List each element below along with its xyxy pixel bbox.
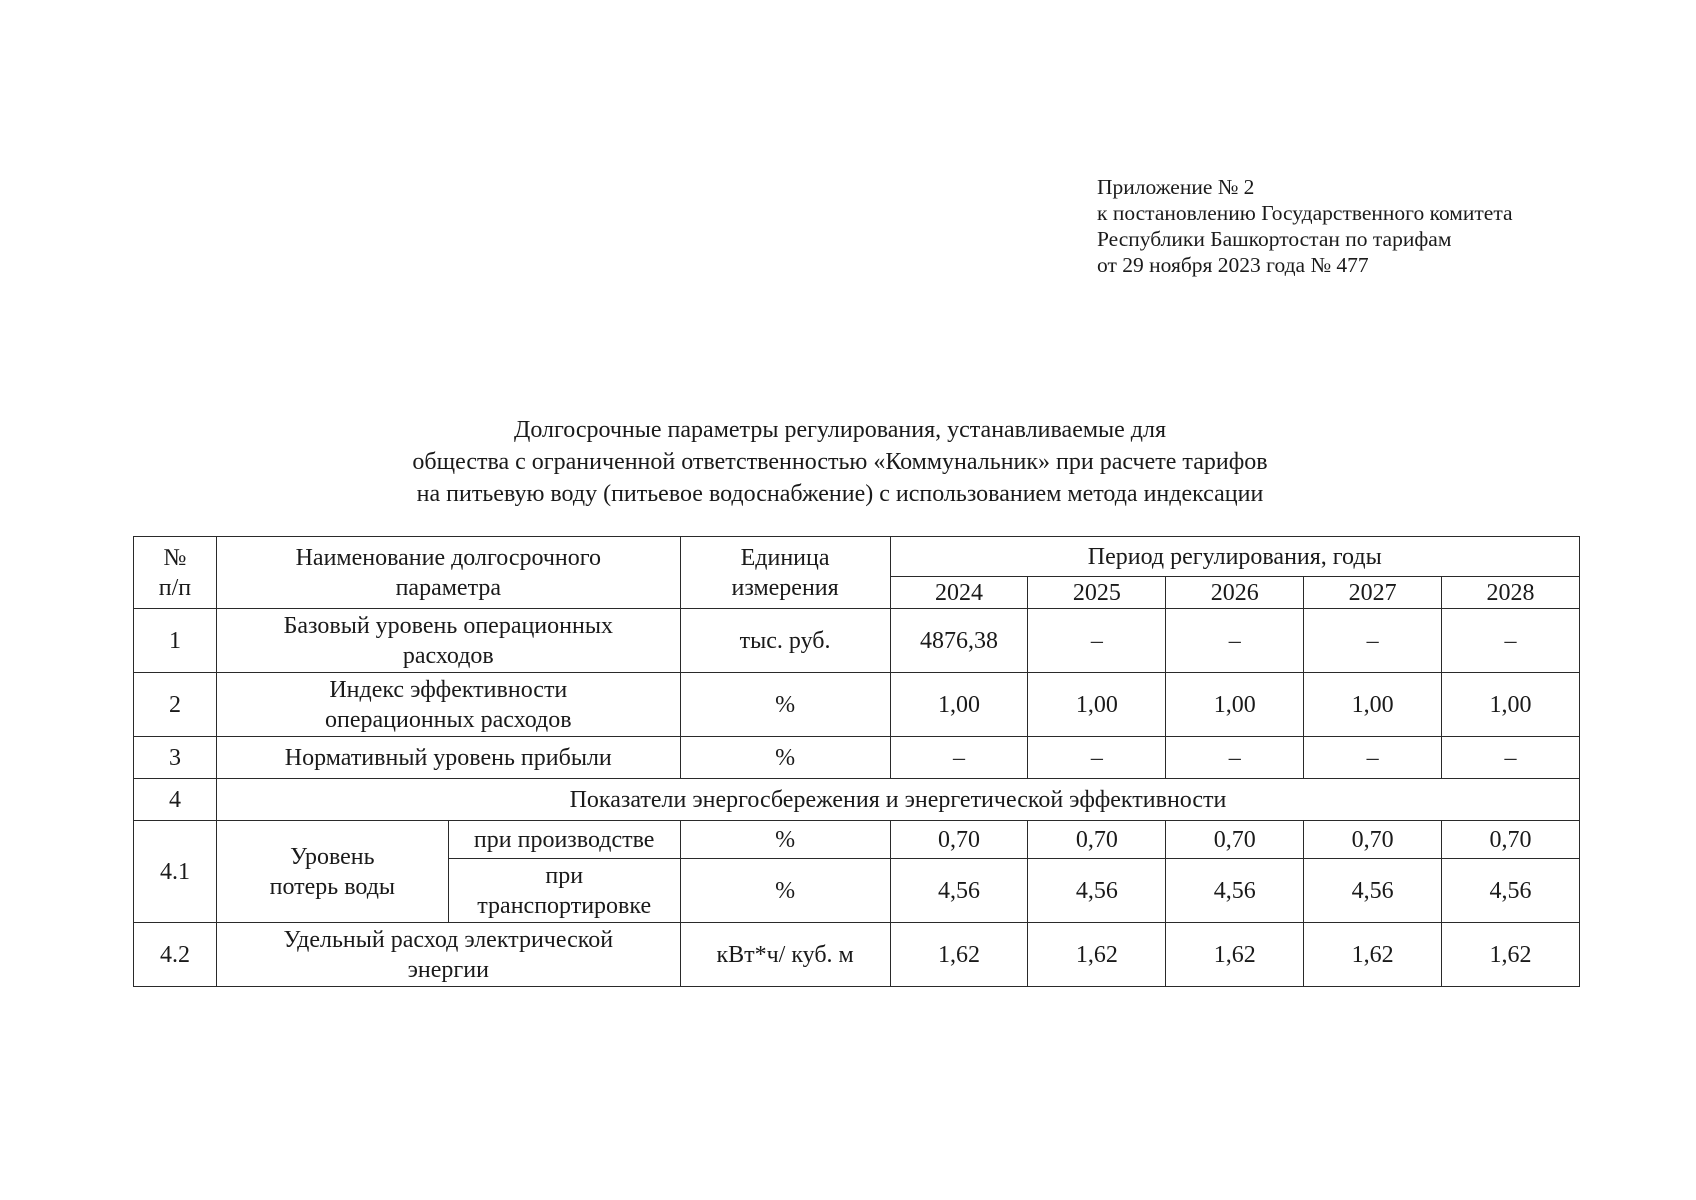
row-subparam: при производстве xyxy=(448,821,680,859)
row-unit: кВт*ч/ куб. м xyxy=(680,923,890,987)
row-number: 1 xyxy=(134,609,217,673)
row-value: – xyxy=(1304,737,1442,779)
row-value: 1,62 xyxy=(1304,923,1442,987)
row-unit: % xyxy=(680,673,890,737)
row-value: 1,00 xyxy=(1166,673,1304,737)
header-year: 2025 xyxy=(1028,577,1166,609)
row-value: 4,56 xyxy=(1304,859,1442,923)
annex-line: Республики Башкортостан по тарифам xyxy=(1097,227,1452,251)
annex-line: Приложение № 2 xyxy=(1097,175,1255,199)
row-subparam-l1: при xyxy=(545,862,584,889)
row-value: 4,56 xyxy=(1442,859,1580,923)
header-unit-l2: измерения xyxy=(731,574,839,601)
header-period: Период регулирования, годы xyxy=(890,537,1579,577)
parameters-table xyxy=(133,536,1580,987)
header-year: 2024 xyxy=(890,577,1028,609)
row-value: – xyxy=(1028,737,1166,779)
row-subparam xyxy=(448,859,680,923)
header-row xyxy=(134,537,1580,577)
row-value: 1,62 xyxy=(1166,923,1304,987)
row-param-name xyxy=(216,609,680,673)
row-unit: % xyxy=(680,737,890,779)
annex-line: от 29 ноября 2023 года № 477 xyxy=(1097,253,1369,277)
title-line: на питьевую воду (питьевое водоснабжение) с использованием метода индексации xyxy=(416,481,1264,507)
row-value: 4,56 xyxy=(890,859,1028,923)
header-year: 2028 xyxy=(1442,577,1580,609)
row-param-name xyxy=(216,673,680,737)
row-value: 1,00 xyxy=(1442,673,1580,737)
header-number-l2: п/п xyxy=(158,574,192,601)
table-row xyxy=(134,923,1580,987)
row-value: 1,62 xyxy=(890,923,1028,987)
row-value: 1,00 xyxy=(1304,673,1442,737)
row-number: 2 xyxy=(134,673,217,737)
row-number: 4.2 xyxy=(134,923,217,987)
row-value: 0,70 xyxy=(1304,821,1442,859)
row-value: 0,70 xyxy=(1442,821,1580,859)
document-title xyxy=(300,414,1380,510)
row-value: – xyxy=(1442,609,1580,673)
row-unit: % xyxy=(680,859,890,923)
row-value: – xyxy=(1028,609,1166,673)
annex-line: к постановлению Государственного комитета xyxy=(1097,201,1513,225)
row-param-name-l2: расходов xyxy=(402,642,494,669)
title-line: Долгосрочные параметры регулирования, устанавливаемые для xyxy=(513,417,1167,443)
row-value: 0,70 xyxy=(890,821,1028,859)
row-param-name-l2: потерь воды xyxy=(269,873,396,900)
row-param-name-l1: Базовый уровень операционных xyxy=(283,612,613,639)
row-value: 1,00 xyxy=(1028,673,1166,737)
row-value: – xyxy=(890,737,1028,779)
row-value: 4,56 xyxy=(1028,859,1166,923)
header-param-name-l1: Наименование долгосрочного xyxy=(295,544,602,571)
row-value: 4,56 xyxy=(1166,859,1304,923)
row-value: – xyxy=(1166,737,1304,779)
row-value: 0,70 xyxy=(1028,821,1166,859)
header-year: 2026 xyxy=(1166,577,1304,609)
row-param-name-l2: энергии xyxy=(407,956,489,983)
row-param-name: Нормативный уровень прибыли xyxy=(216,737,680,779)
row-value: 1,62 xyxy=(1442,923,1580,987)
row-section-title: Показатели энергосбережения и энергетической эффективности xyxy=(216,779,1579,821)
row-param-name xyxy=(216,923,680,987)
table-row xyxy=(134,609,1580,673)
row-param-name-l1: Удельный расход электрической xyxy=(283,926,614,953)
row-value: – xyxy=(1166,609,1304,673)
row-subparam-l2: транспортировке xyxy=(477,892,652,919)
annex-block xyxy=(1097,174,1513,278)
row-number: 4 xyxy=(134,779,217,821)
header-number-l1: № xyxy=(163,544,187,571)
row-value: 1,62 xyxy=(1028,923,1166,987)
table-row xyxy=(134,673,1580,737)
header-param-name xyxy=(216,537,680,609)
row-value: – xyxy=(1304,609,1442,673)
row-param-name-l1: Индекс эффективности xyxy=(329,676,568,703)
row-value: 0,70 xyxy=(1166,821,1304,859)
header-unit-l1: Единица xyxy=(740,544,830,571)
row-number: 4.1 xyxy=(134,821,217,923)
header-number xyxy=(134,537,217,609)
header-unit xyxy=(680,537,890,609)
header-year: 2027 xyxy=(1304,577,1442,609)
row-number: 3 xyxy=(134,737,217,779)
row-value: 4876,38 xyxy=(890,609,1028,673)
row-value: – xyxy=(1442,737,1580,779)
title-line: общества с ограниченной ответственностью «Коммунальник» при расчете тарифов xyxy=(412,449,1268,475)
row-param-name-l1: Уровень xyxy=(290,843,375,870)
table-row xyxy=(134,779,1580,821)
table-row xyxy=(134,821,1580,859)
row-param-name xyxy=(216,821,448,923)
table-row xyxy=(134,737,1580,779)
row-value: 1,00 xyxy=(890,673,1028,737)
row-param-name-l2: операционных расходов xyxy=(325,706,572,733)
row-unit: тыс. руб. xyxy=(680,609,890,673)
header-param-name-l2: параметра xyxy=(395,574,501,601)
row-unit: % xyxy=(680,821,890,859)
